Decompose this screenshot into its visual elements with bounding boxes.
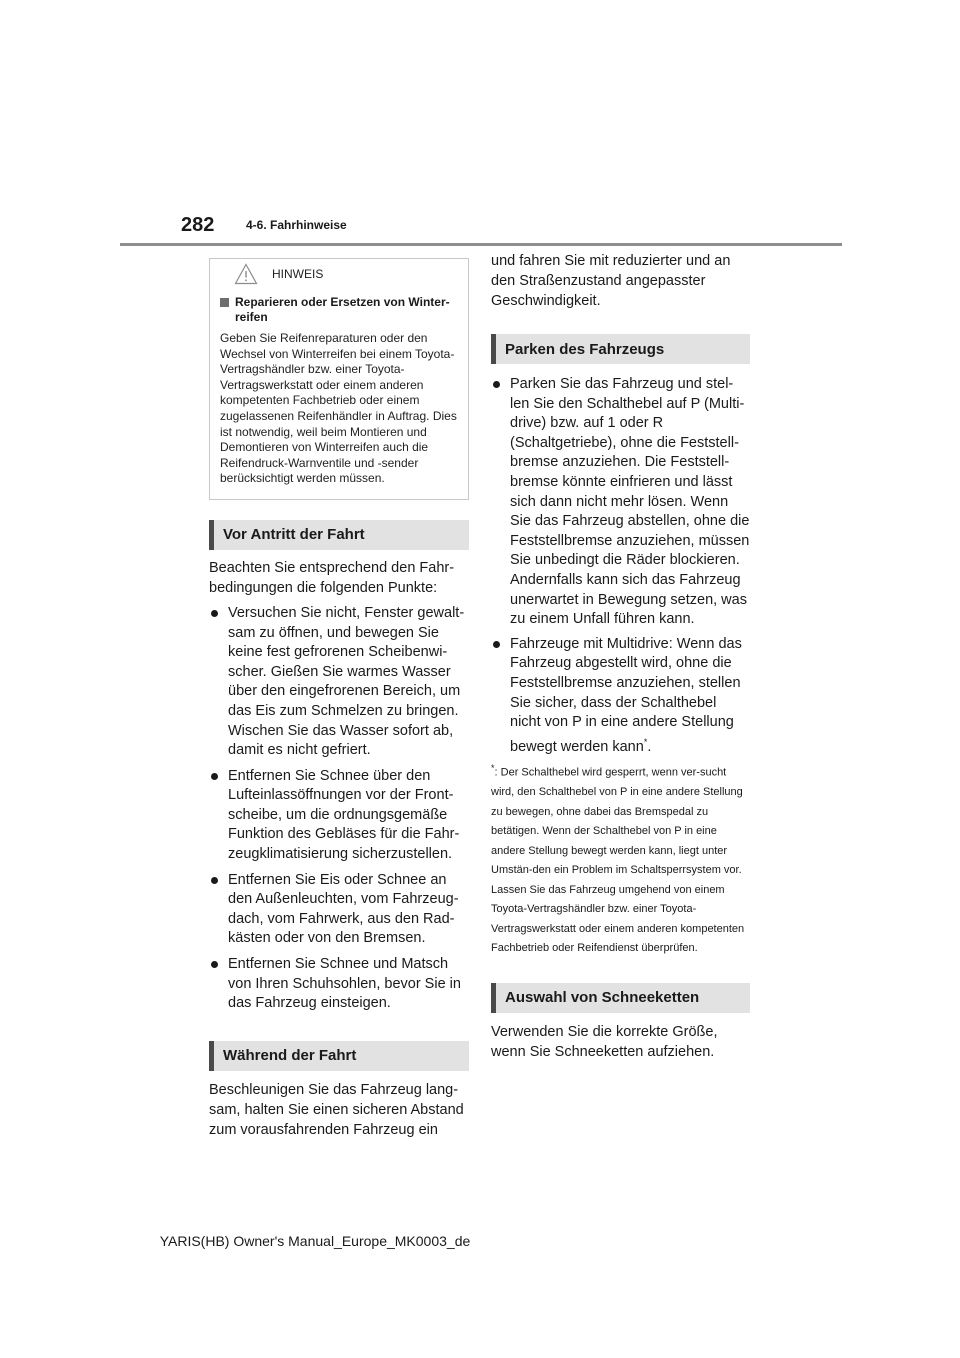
bullet-icon [211,877,218,884]
section2-body: Beschleunigen Sie das Fahrzeug lang-sam, halten Sie einen sicheren Abstand zum vorausfahrenden Fahrzeug ein [209,1081,464,1138]
list-item: Entfernen Sie Schnee über den Lufteinlassöffnungen vor der Front-scheibe, um die ordnungsgemäße Funktion des Gebläses für die Fahr-zeugklimatisierung sicherzustellen. [209,767,469,865]
heading-before-driving: Vor Antritt der Fahrt [209,520,469,550]
heading-while-driving: Während der Fahrt [209,1041,469,1071]
footnote: *: Der Schalthebel wird gesperrt, wenn ver-sucht wird, den Schalthebel von P in eine andere Stellung zu bewegen, ohne dabei das Bremspedal zu betätigen. Wenn der Schalthebel von P in eine andere Stellung bewegt werden kann, liegt unter Umstän-den ein Problem im Schaltsperrsystem vor. Lassen Sie das Fahrzeug umgehend von einem Toyota-Vertragshändler bzw. einer Toyota-Vertragswerkstatt oder einem anderen kompetenten Fachbetrieb oder Reifendienst überprüfen. [491,763,745,955]
page-footer: YARIS(HB) Owner's Manual_Europe_MK0003_de [159,1233,471,1249]
page-number: 282 [181,214,215,236]
bullet-icon [211,610,218,617]
heading-parking: Parken des Fahrzeugs [491,334,750,364]
chapter-label: 4-6. Fahrhinweise [246,218,347,232]
section4-body: Verwenden Sie die korrekte Größe, wenn Sie Schneeketten aufziehen. [491,1023,718,1060]
header-divider [120,243,842,246]
notice-title: HINWEIS [272,267,324,281]
notice-body: Geben Sie Reifenreparaturen oder den Wechsel von Winterreifen bei einem Toyota-Vertragshändler bzw. einer Toyota-Vertragswerkstatt oder einem anderen kompetenten Fachbetrieb oder einem zugelassenen Reifenhändler in Auftrag. Dies ist notwendig, weil beim Montieren und Demontieren von Winterreifen auch die Reifendruck-Warnventile und -sender berücksichtigt werden müssen. [220,331,457,486]
right-column [491,251,750,1062]
bullet-icon [211,961,218,968]
section1-intro: Beachten Sie entsprechend den Fahr-bedingungen die folgenden Punkte: [209,559,455,596]
bullet-icon [493,641,500,648]
warning-triangle-icon [234,263,258,285]
footnote-marker: * [643,736,648,747]
list-item: Parken Sie das Fahrzeug und stel-len Sie den Schalthebel auf P (Multi-drive) bzw. auf 1 oder R (Schaltgetriebe), ohne die Feststell-bremse anzuziehen. Die Feststell-bremse könnte einfrieren und lässt sich dann nicht mehr lösen. Wenn Sie das Fahrzeug abstellen, ohne die Feststellbremse anzuziehen, müssen Sie unbedingt die Räder blockieren. Andernfalls kann sich das Fahrzeug unerwartet in Bewegung setzen, was zu einem Unfall führen kann. [491,375,750,630]
list-item: Entfernen Sie Eis oder Schnee an den Außenleuchten, vom Fahrzeug-dach, vom Fahrwerk, aus den Rad-kästen oder von den Bremsen. [209,871,469,949]
notice-subtitle: Reparieren oder Ersetzen von Winter-reifen [220,295,458,325]
list-item: Fahrzeuge mit Multidrive: Wenn das Fahrzeug abgestellt wird, ohne die Feststellbremse anzuziehen, stellen Sie sicher, dass der Schalthebel nicht von P in eine andere Stellung bewegt werden kann*. [491,635,750,757]
section2-continuation: und fahren Sie mit reduzierter und an den Straßenzustand angepasster Geschwindigkeit. [491,253,731,309]
notice-box [209,258,469,500]
bullet-icon [493,381,500,388]
section3-bullet-list [491,375,750,757]
heading-snow-chains: Auswahl von Schneeketten [491,983,750,1013]
bullet-icon [211,773,218,780]
list-item: Versuchen Sie nicht, Fenster gewalt-sam zu öffnen, und bewegen Sie keine fest gefrorenen Scheibenwi-scher. Gießen Sie warmes Wasser über den eingefrorenen Bereich, um das Eis zum Schmelzen zu bringen. Wischen Sie das Wasser sofort ab, damit es nicht gefriert. [209,604,469,761]
left-column [209,258,469,1140]
square-bullet-icon [220,298,229,307]
list-item: Entfernen Sie Schnee und Matsch von Ihren Schuhsohlen, bevor Sie in das Fahrzeug einsteigen. [209,955,469,1014]
section1-bullet-list [209,604,469,1014]
